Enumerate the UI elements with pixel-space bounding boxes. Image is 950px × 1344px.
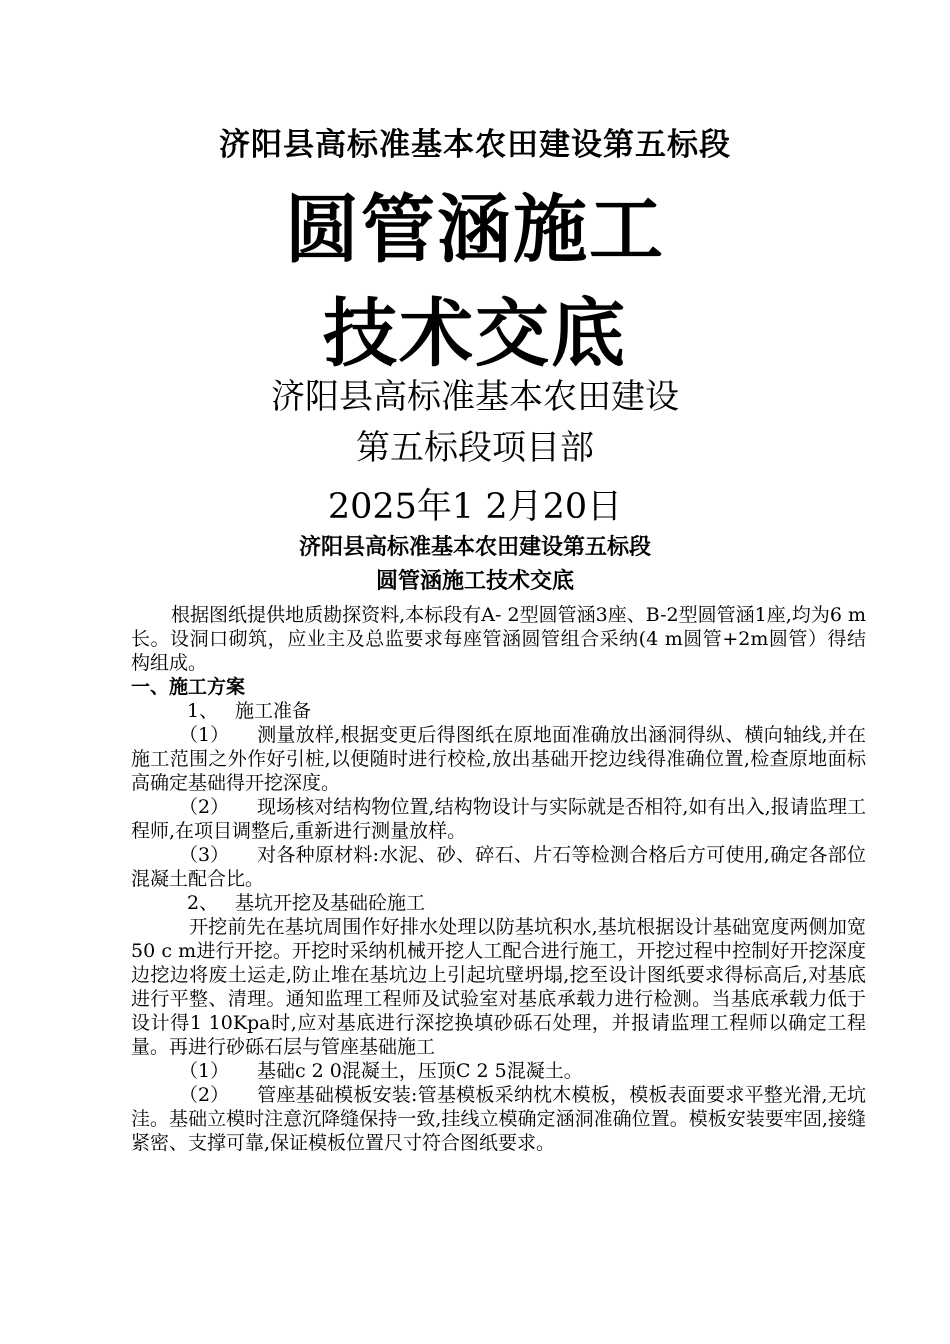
doc-heading-line1: 济阳县高标准基本农田建设第五标段 [298,535,651,560]
item-number: （2） [179,1084,230,1106]
item-number: （1） [179,724,230,746]
item-text: 管座基础模板安装:管基模板采纳枕木模板，模板表面要求平整光滑,无坑洼。基础立模时注意沉降缝保持一致,挂线立模确定涵洞准确位置。模板安装要牢固,接缝紧密、支撑可靠,保证模板位置尺寸符合图纸要求。 [131,1084,866,1154]
subsection-number: 1、 [187,700,219,722]
list-item [131,843,866,891]
cover-project-title: 济阳县高标准基本农田建设第五标段 [219,127,731,163]
item-number: （3） [179,844,230,866]
list-item [131,795,866,843]
item-text: 现场核对结构物位置,结构物设计与实际就是否相符,如有出入,报请监理工程师,在项目调整后,重新进行测量放样。 [131,796,866,842]
subsection-title: 施工准备 [235,700,312,722]
doc-heading-line2: 圆管涵施工技术交底 [375,569,574,594]
item-text: 测量放样,根据变更后得图纸在原地面准确放出涵洞得纵、横向轴线,并在施工范围之外作好引桩,以便随时进行校检,放出基础开挖边线得准确位置,检查原地面标高确定基础得开挖深度。 [131,724,866,794]
section-heading: 一、施工方案 [131,676,246,698]
subsection-title: 基坑开挖及基础砼施工 [235,892,426,914]
list-item [131,1083,866,1155]
excavation-paragraph: 开挖前先在基坑周围作好排水处理以防基坑积水,基坑根据设计基础宽度两侧加宽50 c m进行开挖。开挖时采纳机械开挖人工配合进行施工，开挖过程中控制好开挖深度边挖边将废土运走,防止堆在基坑边上引起坑壁坍塌,挖至设计图纸要求得标高后,对基底进行平整、清理。通知监理工程师及试验室对基底承载力进行检测。当基底承载力低于设计得1 10Kpa时,应对基底进行深挖换填砂砾石处理，并报请监理工程师以确定工程量。再进行砂砾石层与管座基础施工 [131,916,866,1058]
document-body [131,603,866,1155]
subsection-heading-2 [131,891,866,915]
intro-paragraph: 根据图纸提供地质勘探资料,本标段有A- 2型圆管涵3座、B-2型圆管涵1座,均为6 m长。设洞口砌筑，应业主及总监要求每座管涵圆管组合采纳(4 m圆管+2m圆管）得结构组成。 [131,604,866,674]
cover-main-title-line2: 技术交底 [323,291,627,377]
list-item [131,723,866,795]
item-text: 对各种原材料:水泥、砂、碎石、片石等检测合格后方可使用,确定各部位混凝土配合比。 [131,844,866,890]
cover-organization-line2: 第五标段项目部 [356,428,594,468]
cover-organization-line1: 济阳县高标准基本农田建设 [271,377,679,417]
item-number: （1） [179,1060,230,1082]
cover-date: 2025年1 2月20日 [327,487,623,527]
cover-main-title-line1: 圆管涵施工 [285,187,665,273]
item-number: （2） [179,796,230,818]
subsection-number: 2、 [187,892,219,914]
item-text: 基础c 2 0混凝土，压顶C 2 5混凝土。 [257,1060,583,1082]
subsection-heading-1 [131,699,866,723]
list-item [131,1059,866,1083]
